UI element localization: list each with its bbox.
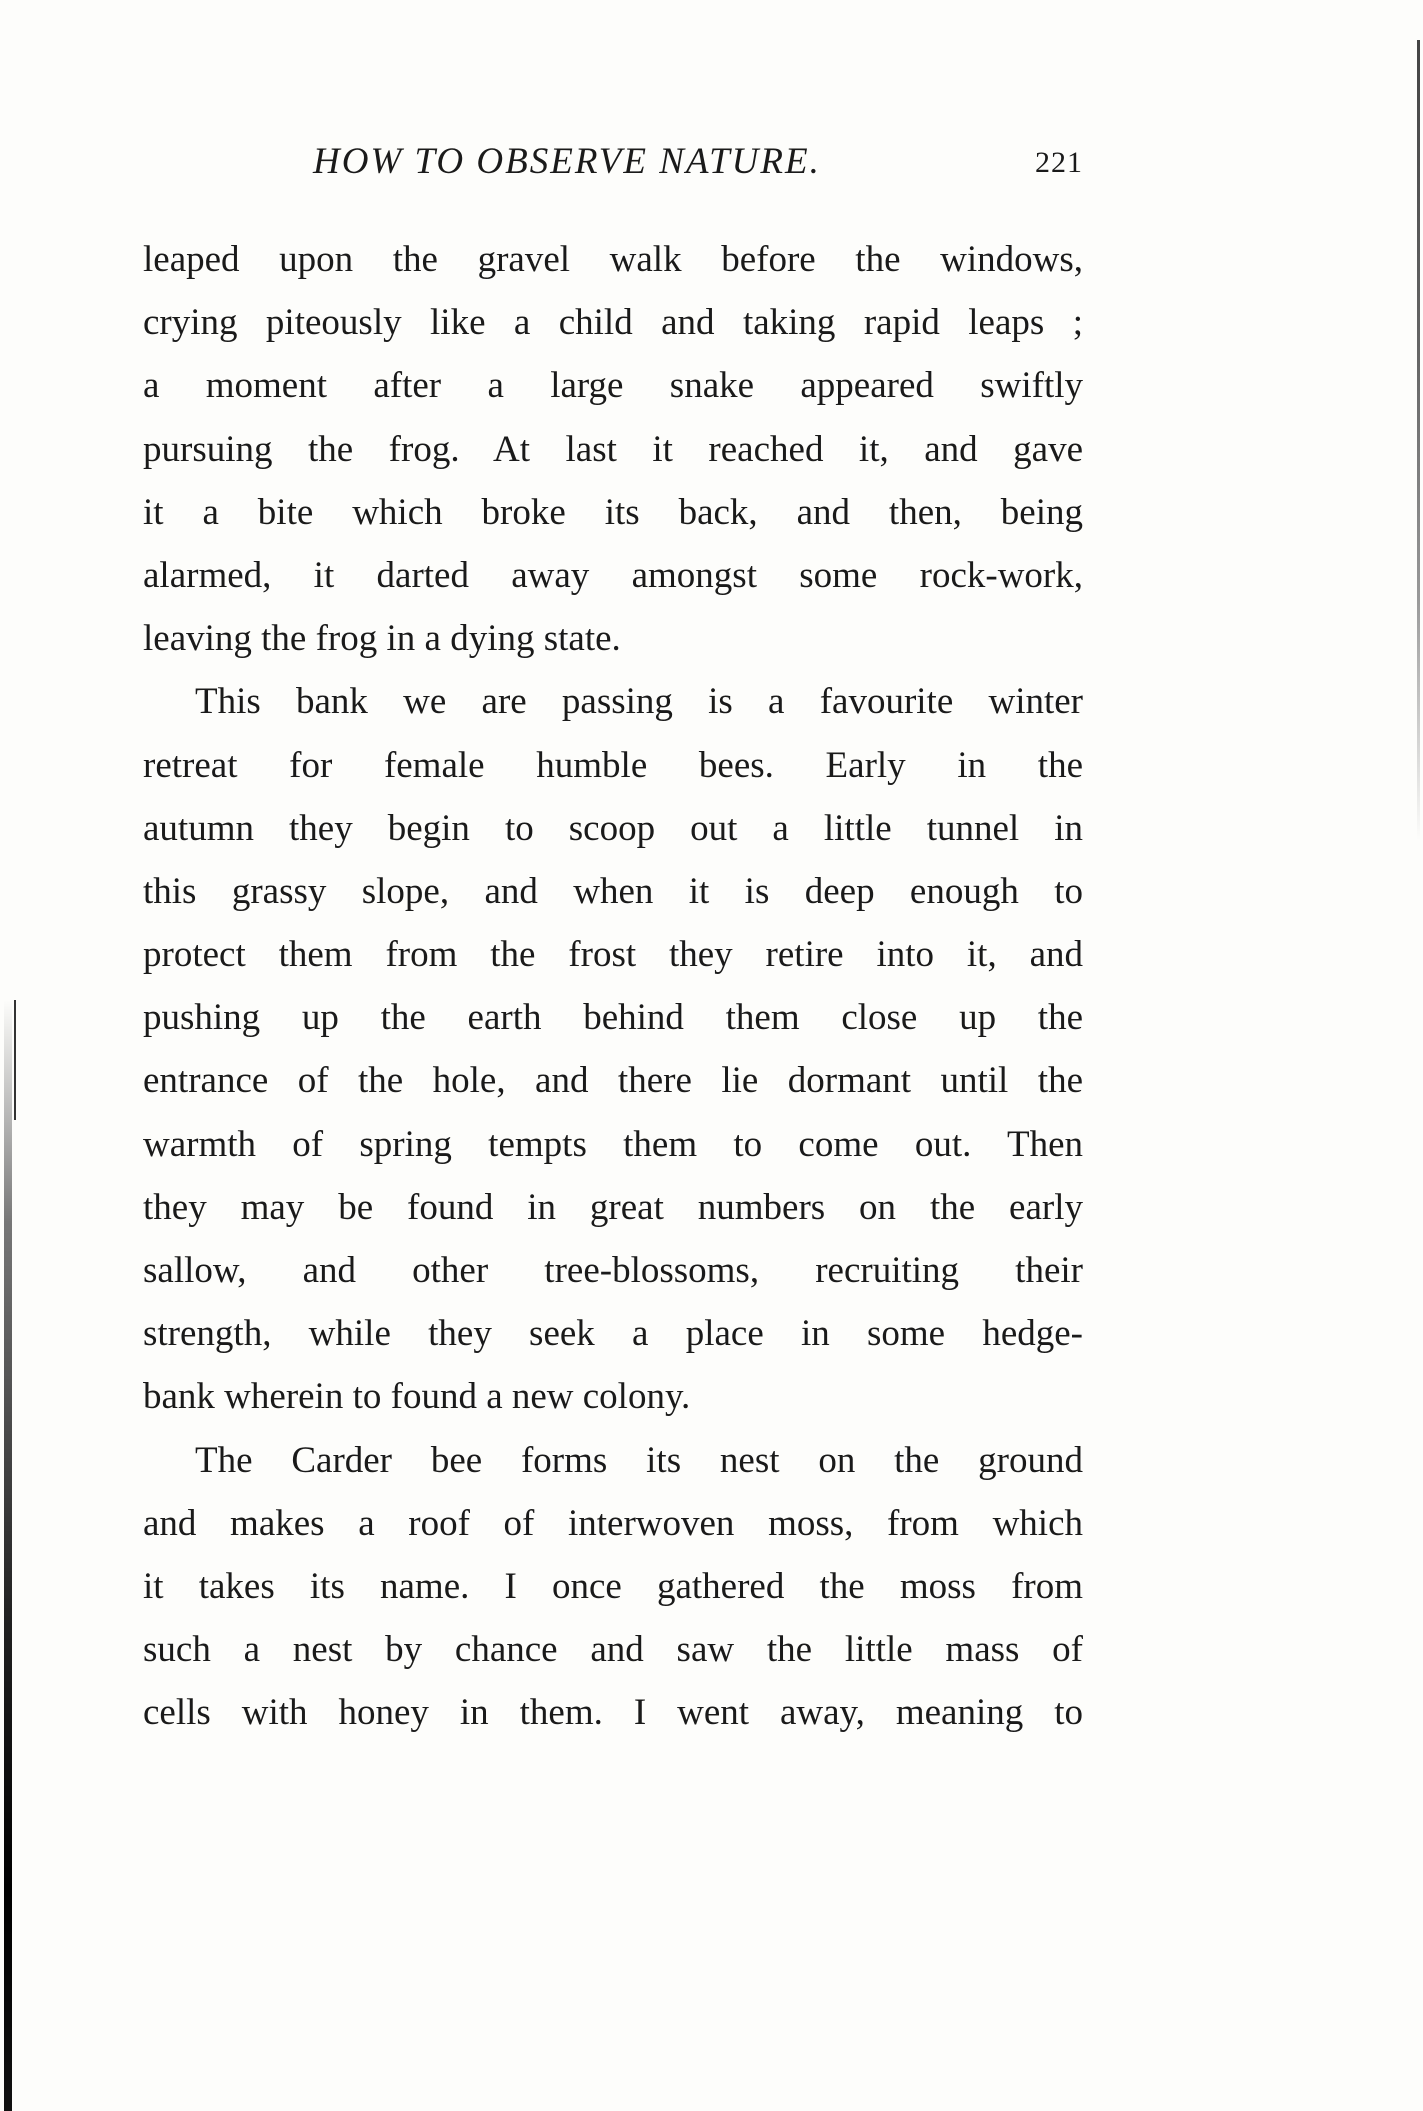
paragraph [143, 1429, 1083, 1745]
text-line: crying piteously like a child and taking rapid leaps ; [143, 302, 1083, 344]
scan-edge-right [1417, 40, 1420, 840]
text-line: cells with honey in them. I went away, meaning to [143, 1692, 1083, 1734]
paragraph [143, 670, 1083, 1428]
text-line: such a nest by chance and saw the little mass of [143, 1629, 1083, 1671]
text-line: leaving the frog in a dying state. [143, 618, 621, 660]
text-line: pushing up the earth behind them close up the [143, 997, 1083, 1039]
text-line: strength, while they seek a place in some hedge- [143, 1313, 1083, 1355]
text-line: The Carder bee forms its nest on the ground [195, 1439, 1083, 1481]
text-line: it a bite which broke its back, and then, being [143, 491, 1083, 533]
running-title: HOW TO OBSERVE NATURE. [313, 141, 821, 182]
body-text [143, 228, 1083, 1745]
text-line: bank wherein to found a new colony. [143, 1376, 691, 1418]
text-line: and makes a roof of interwoven moss, from which [143, 1502, 1083, 1544]
scan-edge-left [4, 1000, 12, 2111]
text-line: autumn they begin to scoop out a little tunnel in [143, 807, 1083, 849]
scan-edge-left-mark [14, 1000, 16, 1120]
text-line: This bank we are passing is a favourite winter [195, 681, 1083, 723]
text-line: they may be found in great numbers on the early [143, 1186, 1083, 1228]
text-line: pursuing the frog. At last it reached it, and gave [143, 428, 1083, 470]
text-line: a moment after a large snake appeared swiftly [143, 365, 1083, 407]
text-line: it takes its name. I once gathered the moss from [143, 1565, 1083, 1607]
page-number: 221 [1035, 146, 1083, 179]
text-line: this grassy slope, and when it is deep enough to [143, 870, 1083, 912]
text-line: leaped upon the gravel walk before the windows, [143, 239, 1083, 280]
text-line: entrance of the hole, and there lie dormant until the [143, 1060, 1083, 1102]
paragraph [143, 228, 1083, 670]
page-header [143, 140, 1083, 190]
text-line: retreat for female humble bees. Early in the [143, 744, 1083, 786]
text-line: sallow, and other tree-blossoms, recruiting their [143, 1250, 1083, 1291]
text-line: protect them from the frost they retire into it, and [143, 934, 1083, 976]
text-line: warmth of spring tempts them to come out. Then [143, 1123, 1083, 1165]
text-line: alarmed, it darted away amongst some rock-work, [143, 554, 1083, 596]
